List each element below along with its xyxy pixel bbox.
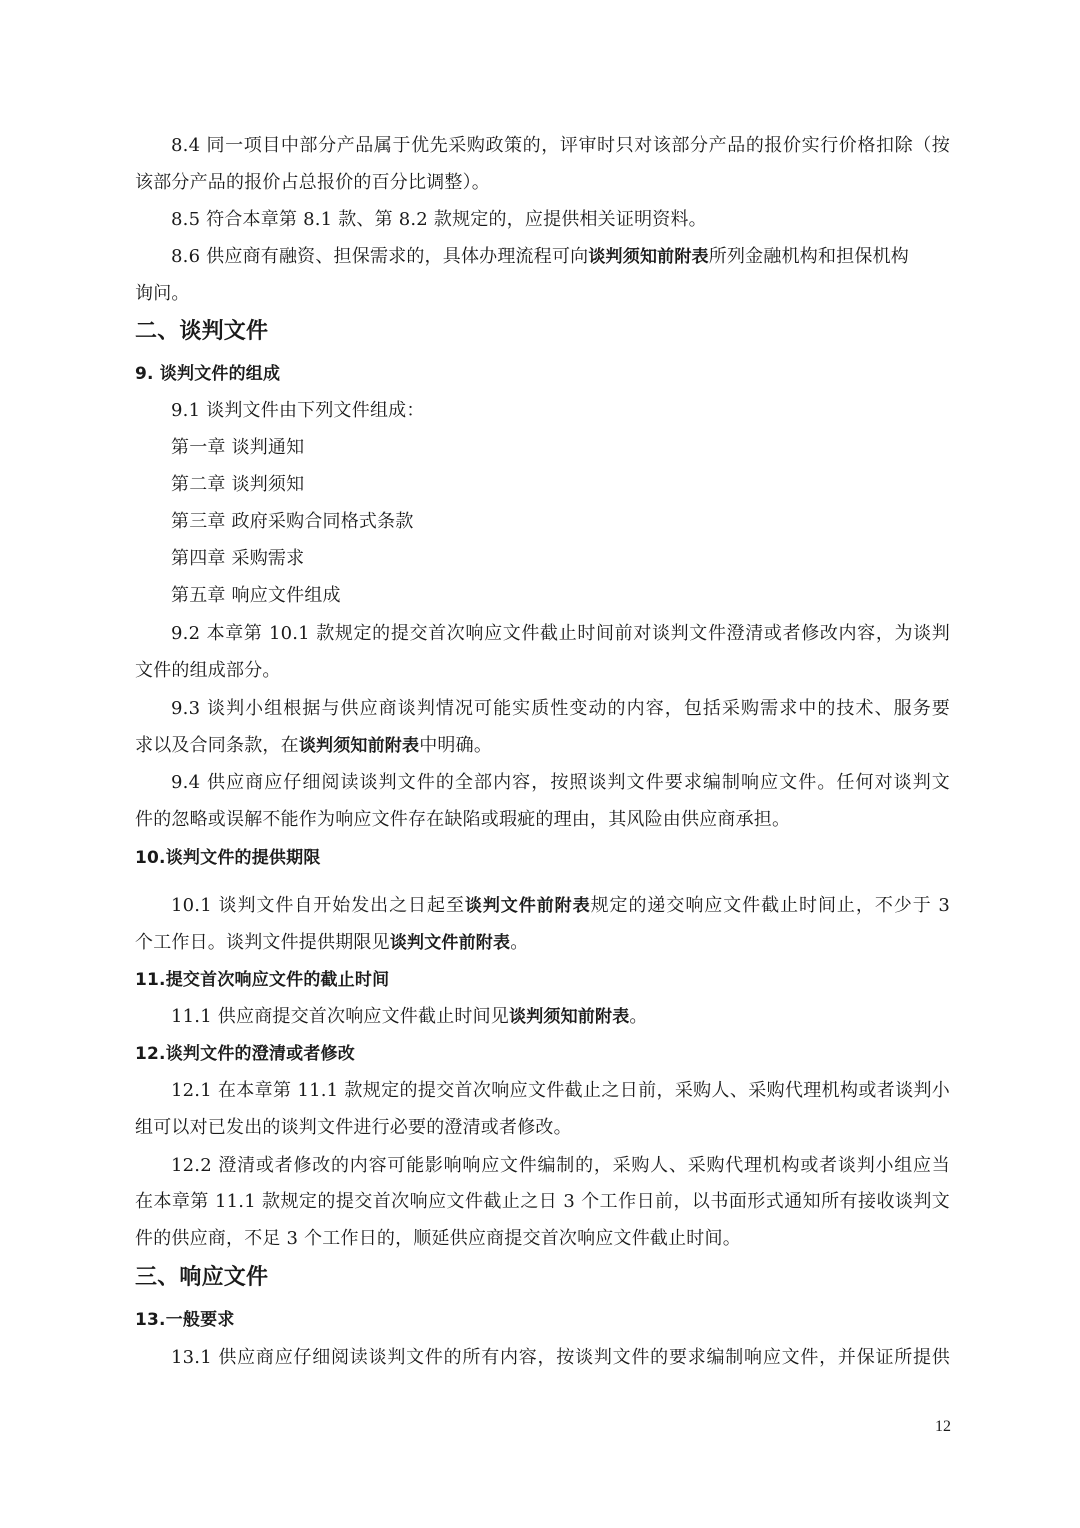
paragraph-10-1-line2: 个工作日。谈判文件提供期限见谈判文件前附表。: [135, 932, 529, 953]
paragraph-8-4-line1: 8.4 同一项目中部分产品属于优先采购政策的，评审时只对该部分产品的报价实行价格扣除（按: [171, 135, 950, 156]
heading-11: 11.提交首次响应文件的截止时间: [135, 970, 390, 990]
chapter-item: 第三章 政府采购合同格式条款: [171, 511, 414, 532]
chapter-item: 第二章 谈判须知: [171, 474, 305, 495]
paragraph-9-2-line2: 文件的组成部分。: [135, 660, 281, 681]
section-heading-2: 二、谈判文件: [135, 319, 269, 344]
paragraph-9-1: 9.1 谈判文件由下列文件组成：: [171, 400, 425, 421]
heading-10: 10.谈判文件的提供期限: [135, 848, 321, 868]
bold-ref: 谈判须知前附表: [588, 247, 709, 267]
paragraph-12-2-line1: 12.2 澄清或者修改的内容可能影响响应文件编制的，采购人、采购代理机构或者谈判小组应当: [171, 1155, 950, 1176]
bold-ref: 谈判文件前附表: [464, 896, 591, 916]
paragraph-12-2-line3: 件的供应商，不足 3 个工作日的，顺延供应商提交首次响应文件截止时间。: [135, 1228, 741, 1249]
heading-9: 9. 谈判文件的组成: [135, 364, 281, 384]
paragraph-11-1: 11.1 供应商提交首次响应文件截止时间见谈判须知前附表。: [171, 1006, 648, 1027]
paragraph-9-3-line1: 9.3 谈判小组根据与供应商谈判情况可能实质性变动的内容，包括采购需求中的技术、服务要: [171, 698, 950, 719]
bold-ref: 谈判文件前附表: [389, 933, 511, 953]
paragraph-8-4-line2: 该部分产品的报价占总报价的百分比调整）。: [135, 172, 490, 193]
paragraph-9-3-line2: 求以及合同条款，在谈判须知前附表中明确。: [135, 735, 493, 756]
paragraph-9-4-line1: 9.4 供应商应仔细阅读谈判文件的全部内容，按照谈判文件要求编制响应文件。任何对谈判文: [171, 772, 950, 793]
bold-ref: 谈判须知前附表: [298, 736, 420, 756]
chapter-item: 第四章 采购需求: [171, 548, 305, 569]
paragraph-13-1: 13.1 供应商应仔细阅读谈判文件的所有内容，按谈判文件的要求编制响应文件，并保证所提供: [171, 1347, 950, 1368]
paragraph-10-1-line1: 10.1 谈判文件自开始发出之日起至谈判文件前附表规定的递交响应文件截止时间止，不少于 3: [171, 895, 950, 916]
paragraph-9-2-line1: 9.2 本章第 10.1 款规定的提交首次响应文件截止时间前对谈判文件澄清或者修改内容，为谈判: [171, 623, 950, 644]
page-number: 12: [935, 1418, 951, 1435]
paragraph-8-6-line1: 8.6 供应商有融资、担保需求的，具体办理流程可向谈判须知前附表所列金融机构和担保机构: [171, 246, 909, 267]
paragraph-12-1-line1: 12.1 在本章第 11.1 款规定的提交首次响应文件截止之日前，采购人、采购代理机构或者谈判小: [171, 1080, 950, 1101]
bold-ref: 谈判须知前附表: [509, 1007, 630, 1027]
heading-12: 12.谈判文件的澄清或者修改: [135, 1044, 355, 1064]
heading-13: 13.一般要求: [135, 1310, 235, 1330]
paragraph-9-4-line2: 件的忽略或误解不能作为响应文件存在缺陷或瑕疵的理由，其风险由供应商承担。: [135, 809, 791, 830]
paragraph-12-2-line2: 在本章第 11.1 款规定的提交首次响应文件截止之日 3 个工作日前，以书面形式通知所有接收谈判文: [135, 1191, 950, 1212]
chapter-item: 第五章 响应文件组成: [171, 585, 341, 606]
paragraph-8-5: 8.5 符合本章第 8.1 款、第 8.2 款规定的，应提供相关证明资料。: [171, 209, 707, 230]
chapter-item: 第一章 谈判通知: [171, 437, 305, 458]
section-heading-3: 三、响应文件: [135, 1265, 269, 1290]
paragraph-12-1-line2: 组可以对已发出的谈判文件进行必要的澄清或者修改。: [135, 1117, 572, 1138]
paragraph-8-6-line2: 询问。: [135, 283, 190, 304]
